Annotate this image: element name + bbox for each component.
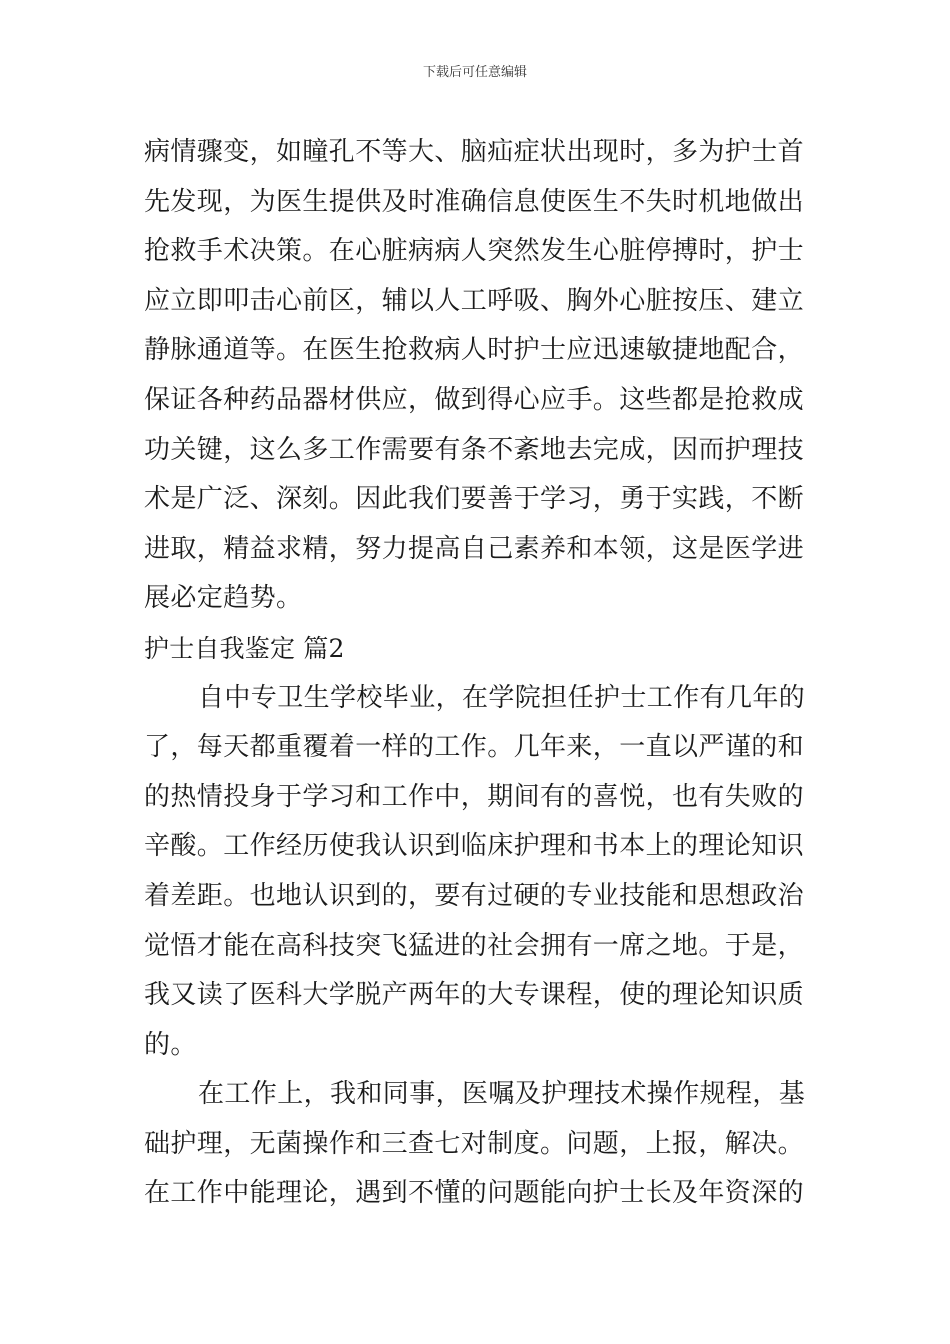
text-line: 保证各种药品器材供应，做到得心应手。这些都是抢救成 (144, 384, 805, 415)
text-line: 自中专卫生学校毕业，在学院担任护士工作有几年的 (198, 682, 806, 713)
text-line: 展必定趋势。 (144, 583, 303, 614)
text-line: 我又读了医科大学脱产两年的大专课程，使的理论知识质 (144, 980, 805, 1011)
text-line: 觉悟才能在高科技突飞猛进的社会拥有一席之地。于是， (144, 930, 805, 961)
text-line: 了，每天都重覆着一样的工作。几年来，一直以严谨的和 (144, 732, 805, 763)
text-line: 病情骤变，如瞳孔不等大、脑疝症状出现时，多为护士首 (144, 137, 805, 167)
text-line: 在工作上，我和同事，医嘱及护理技术操作规程，基 (198, 1079, 806, 1110)
text-line: 功关键，这么多工作需要有条不紊地去完成，因而护理技 (144, 434, 805, 465)
text-line: 先发现，为医生提供及时准确信息使医生不失时机地做出 (144, 186, 805, 217)
text-line: 础护理，无菌操作和三查七对制度。问题，上报，解决。 (144, 1128, 805, 1159)
text-line: 抢救手术决策。在心脏病病人突然发生心脏停搏时，护士 (144, 236, 805, 267)
text-line: 的。 (144, 1029, 197, 1060)
section-heading: 护士自我鉴定 篇2 (144, 633, 345, 663)
text-line: 进取，精益求精，努力提高自己素养和本领，这是医学进 (144, 533, 805, 564)
page-header: 下载后可任意编辑 (422, 65, 527, 80)
document-body (144, 128, 806, 1219)
text-line: 辛酸。工作经历使我认识到临床护理和书本上的理论知识 (144, 831, 805, 862)
text-line: 静脉通道等。在医生抢救病人时护士应迅速敏捷地配合， (144, 335, 805, 366)
text-line: 术是广泛、深刻。因此我们要善于学习，勇于实践，不断 (144, 484, 805, 515)
text-line: 在工作中能理论，遇到不懂的问题能向护士长及年资深的 (144, 1178, 805, 1209)
text-line: 的热情投身于学习和工作中，期间有的喜悦，也有失败的 (144, 781, 805, 812)
text-line: 应立即叩击心前区，辅以人工呼吸、胸外心脏按压、建立 (144, 285, 805, 316)
text-line: 着差距。也地认识到的，要有过硬的专业技能和思想政治 (144, 880, 805, 911)
